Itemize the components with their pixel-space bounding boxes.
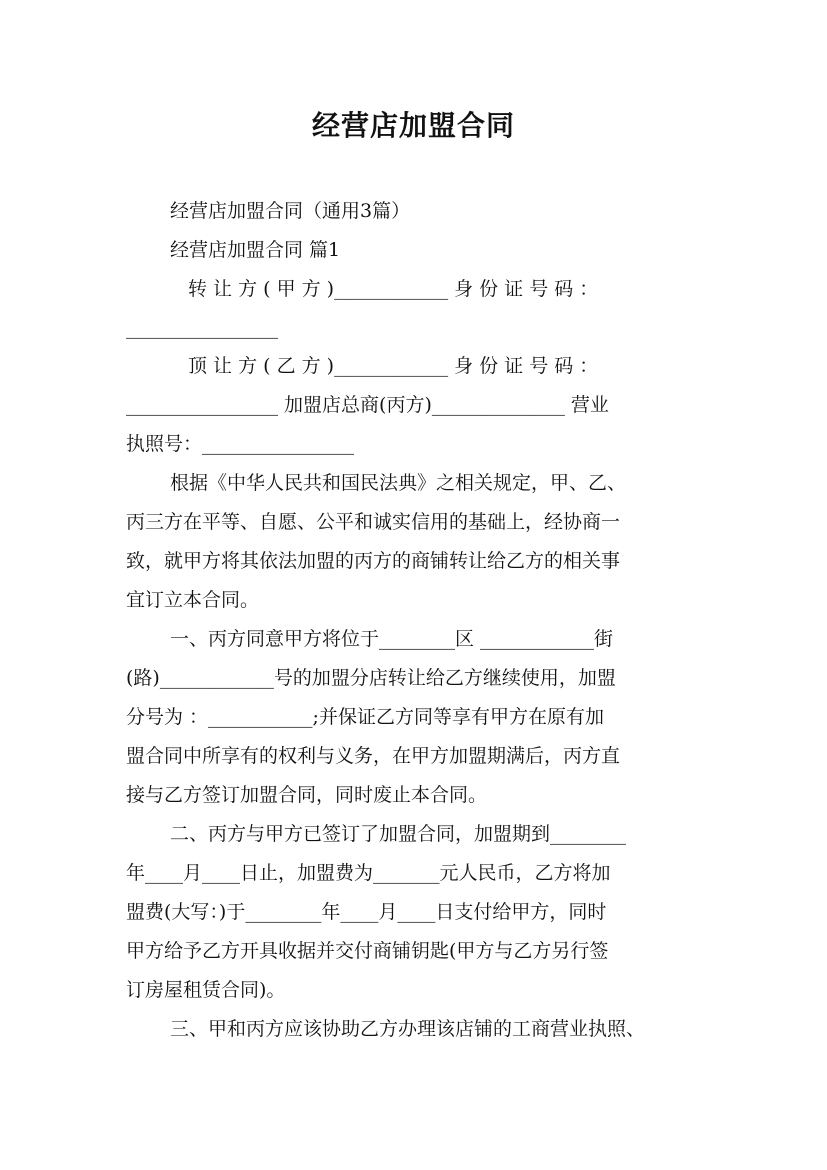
clause-1-line-2: (路)____________号的加盟分店转让给乙方继续使用，加盟 bbox=[126, 667, 616, 689]
clause-2-line-5: 订房屋租赁合同)。 bbox=[126, 979, 286, 1001]
clause-2-line-1: 二、丙方与甲方已签订了加盟合同，加盟期到________ bbox=[170, 823, 627, 845]
clause-1-line-1: 一、丙方同意甲方将位于________区 ____________街 bbox=[170, 628, 614, 650]
subtitle-part-1: 经营店加盟合同 篇1 bbox=[170, 239, 341, 261]
party-a-id-blank: ________________ bbox=[126, 317, 278, 339]
clause-2-line-3: 盟费(大写：)于________年____月____日支付给甲方，同时 bbox=[126, 901, 607, 923]
clause-2-line-2: 年____月____日止，加盟费为_______元人民币，乙方将加 bbox=[126, 862, 611, 884]
clause-1-line-4: 盟合同中所享有的权利与义务，在甲方加盟期满后，丙方直 bbox=[126, 745, 621, 767]
party-a-line bbox=[188, 276, 696, 302]
preamble-line-4: 宜订立本合同。 bbox=[126, 589, 260, 611]
party-b-text: 顶 让 方 ( 乙 方 )____________ 身 份 证 号 码 ： bbox=[188, 355, 599, 377]
license-number-line: 执照号：________________ bbox=[126, 433, 355, 455]
clause-2-line-4: 甲方给予乙方开具收据并交付商铺钥匙(甲方与乙方另行签 bbox=[126, 940, 609, 962]
document-title: 经营店加盟合同 bbox=[311, 109, 515, 142]
preamble-line-3: 致，就甲方将其依法加盟的丙方的商铺转让给乙方的相关事 bbox=[126, 550, 621, 572]
preamble-line-2: 丙三方在平等、自愿、公平和诚实信用的基础上，经协商一 bbox=[126, 511, 621, 533]
party-a-text: 转 让 方 ( 甲 方 )____________ 身 份 证 号 码 ： bbox=[188, 278, 599, 300]
subtitle-collection: 经营店加盟合同（通用3篇） bbox=[170, 200, 411, 222]
clause-1-line-3: 分号为 ：___________;并保证乙方同等享有甲方在原有加 bbox=[126, 706, 604, 728]
clause-3-line-1: 三、甲和丙方应该协助乙方办理该店铺的工商营业执照、 bbox=[170, 1018, 646, 1040]
preamble-line-1: 根据《中华人民共和国民法典》之相关规定，甲、乙、 bbox=[170, 472, 627, 494]
party-b-line bbox=[188, 353, 696, 379]
party-c-line: ________________ 加盟店总商(丙方)______________ 营业 bbox=[126, 394, 609, 416]
clause-1-line-5: 接与乙方签订加盟合同，同时废止本合同。 bbox=[126, 784, 488, 806]
